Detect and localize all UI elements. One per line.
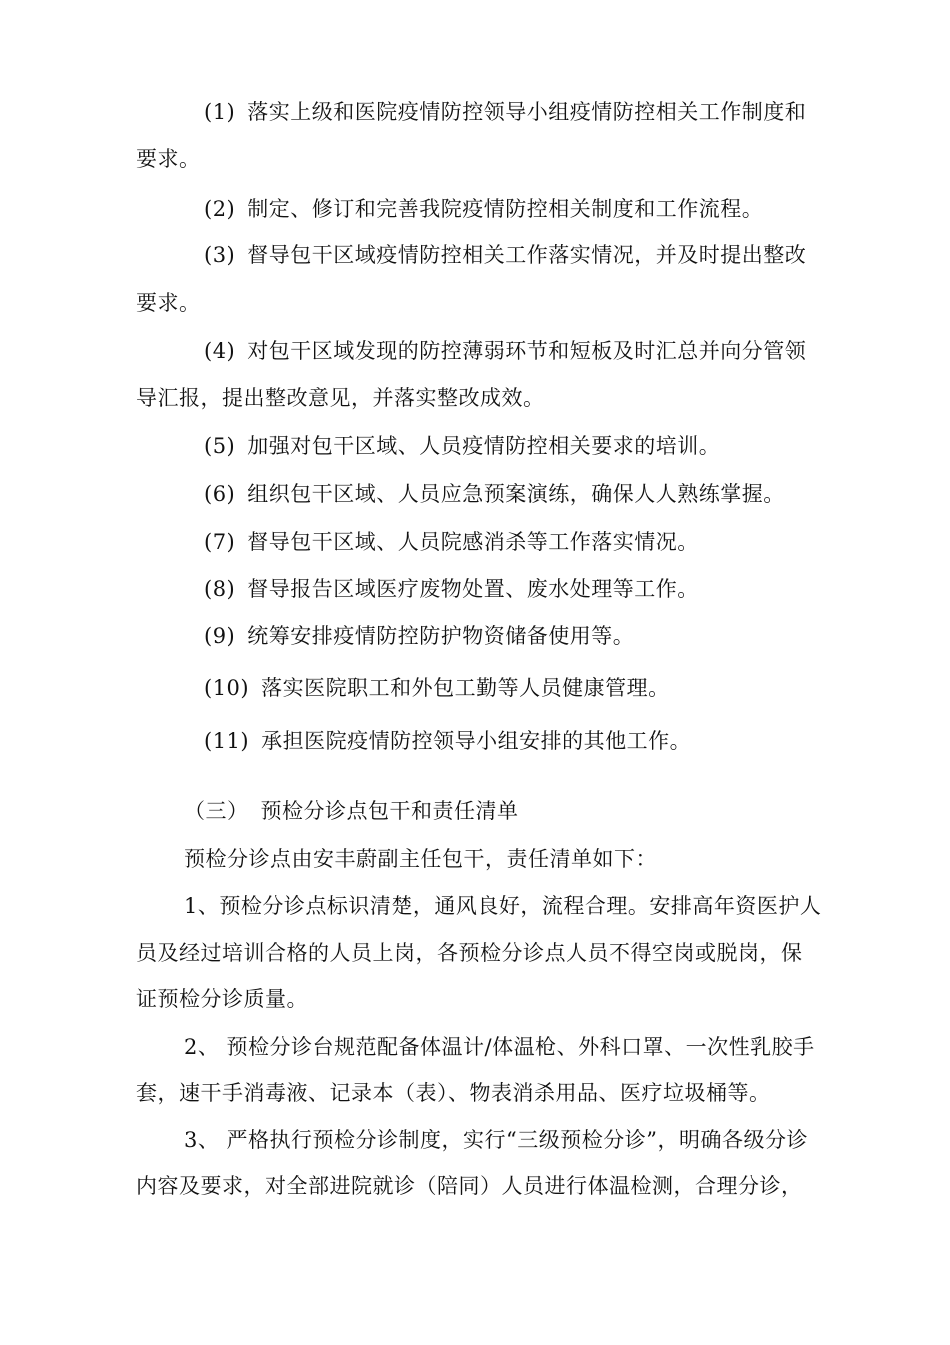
item-text: 落实医院职工和外包工勤等人员健康管理。 (261, 676, 670, 700)
list-item-1 (204, 98, 806, 126)
list-item-11 (204, 727, 691, 755)
paragraph-2-line-1: 2、 预检分诊台规范配备体温计/体温枪、外科口罩、一次性乳胶手 (184, 1035, 815, 1059)
item-number: (6) (204, 482, 236, 506)
item-number: (4) (204, 339, 236, 363)
item-number: (2) (204, 197, 236, 221)
list-item-7 (204, 528, 699, 556)
item-text: 承担医院疫情防控领导小组安排的其他工作。 (261, 729, 692, 753)
item-text: 统筹安排疫情防控防护物资储备使用等。 (247, 624, 635, 648)
paragraph-3-line-2: 内容及要求，对全部进院就诊（陪同）人员进行体温检测，合理分诊， (136, 1174, 803, 1198)
item-text: 督导包干区域、人员院感消杀等工作落实情况。 (247, 530, 699, 554)
list-item-9 (204, 622, 634, 650)
list-item-3-continuation: 要求。 (136, 291, 201, 315)
list-item-6 (204, 480, 785, 508)
list-item-8 (204, 575, 699, 603)
paragraph-2-line-2: 套，速干手消毒液、记录本（表）、物表消杀用品、医疗垃圾桶等。 (136, 1081, 771, 1105)
item-number: (8) (204, 577, 236, 601)
list-item-3 (204, 241, 806, 269)
item-number: (7) (204, 530, 236, 554)
list-item-1-continuation: 要求。 (136, 147, 201, 171)
item-number: (11) (204, 729, 250, 753)
item-text: 加强对包干区域、人员疫情防控相关要求的培训。 (247, 434, 721, 458)
section-title: 预检分诊点包干和责任清单 (260, 799, 519, 823)
list-item-5 (204, 432, 720, 460)
item-number: (1) (204, 100, 236, 124)
item-text: 制定、修订和完善我院疫情防控相关制度和工作流程。 (247, 197, 764, 221)
item-text: 落实上级和医院疫情防控领导小组疫情防控相关工作制度和 (247, 100, 807, 124)
paragraph-1-line-1: 1、预检分诊点标识清楚，通风良好，流程合理。安排高年资医护人 (184, 894, 822, 918)
list-item-4-continuation: 导汇报，提出整改意见，并落实整改成效。 (136, 386, 545, 410)
item-number: (9) (204, 624, 236, 648)
paragraph-1-line-2: 员及经过培训合格的人员上岗，各预检分诊点人员不得空岗或脱岗，保 (136, 941, 803, 965)
list-item-2 (204, 195, 763, 223)
item-text: 对包干区域发现的防控薄弱环节和短板及时汇总并向分管领 (247, 339, 807, 363)
list-item-10 (204, 674, 670, 702)
paragraph-1-line-3: 证预检分诊质量。 (136, 987, 308, 1011)
item-text: 督导报告区域医疗废物处置、废水处理等工作。 (247, 577, 699, 601)
item-number: (5) (204, 434, 236, 458)
list-item-4 (204, 337, 806, 365)
section-number: （三） (184, 799, 249, 823)
item-number: (3) (204, 243, 236, 267)
paragraph-3-line-1: 3、 严格执行预检分诊制度，实行“三级预检分诊”，明确各级分诊 (184, 1128, 809, 1152)
item-number: (10) (204, 676, 250, 700)
intro-paragraph: 预检分诊点由安丰蔚副主任包干，责任清单如下： (184, 847, 657, 871)
item-text: 督导包干区域疫情防控相关工作落实情况，并及时提出整改 (247, 243, 807, 267)
item-text: 组织包干区域、人员应急预案演练，确保人人熟练掌握。 (247, 482, 785, 506)
section-heading (184, 797, 519, 825)
